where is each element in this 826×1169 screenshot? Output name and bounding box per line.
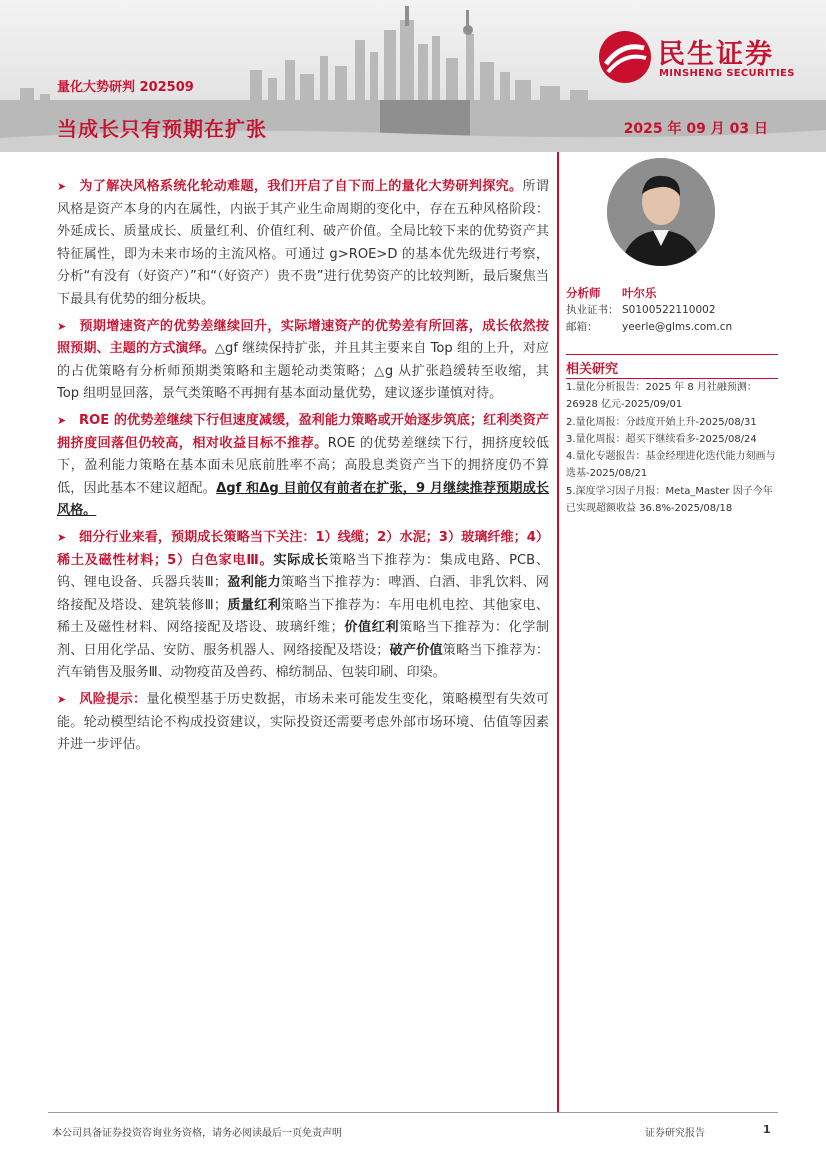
strategy-actual-growth: 实际成长	[273, 552, 329, 568]
strategy-text: 策略当下推荐为：集成电路、PCB、钨、锂电设备、兵器兵装Ⅲ；	[57, 552, 549, 591]
related-item[interactable]: 4.量化专题报告：基金经理进化迭代能力刻画与选基-2025/08/21	[566, 451, 776, 480]
strategy-text: 策略当下推荐为：车用电机电控、其他家电、稀土及磁性材料、网络接配及塔设、玻璃纤维；	[57, 597, 550, 636]
report-header	[0, 0, 826, 152]
logo-en-text: MINSHENG SECURITIES	[659, 68, 795, 79]
bullet-roe	[57, 410, 549, 523]
analyst-email-row	[566, 319, 778, 336]
bullet-text: 所谓风格是资产本身的内在属性，内嵌于其产业生命周期的变化中，存在五种风格阶段：外延成长、质量成长、质量红利、价值红利、破产价值。全局比较下来的优势资产其特征属性，即为未来市场的主流风格。可通过 g>ROE>D 的基本优先级进行考察，分析“有没有（好资产）”和“（好资产）贵不贵”进行优势资产的比较判断，最后聚焦当下最具有优势的细分板块。	[57, 179, 550, 307]
bullet-text: 量化模型基于历史数据，市场未来可能发生变化，策略模型有失效可能。轮动模型结论不构成投资建议，实际投资还需要考虑外部市场环境、估值等因素并进一步评估。	[57, 692, 550, 753]
strategy-text: 策略当下推荐为：化学制剂、日用化学品、安防、服务机器人、网络接配及塔设；	[57, 620, 550, 658]
bullet-style-rotation	[57, 176, 549, 312]
strategy-text: 策略当下推荐为：啤酒、白酒、非乳饮料、网络接配及塔设、建筑装修Ⅲ；	[57, 575, 550, 613]
bullet-risk	[57, 689, 549, 757]
report-title: 当成长只有预期在扩张	[57, 117, 267, 141]
analyst-email[interactable]: yeerle@glms.com.cn	[622, 321, 733, 333]
bullet-text: △gf 继续保持扩张，并且其主要来自 Top 组的上升，对应的占优策略有分析师预期类策略和主题轮动类策略；△g 从扩张趋缓转至收缩，其 Top 组明显回落，景气类策略不再拥有基本面动量优势，建议逐步谨慎对待。	[57, 341, 549, 402]
footer-rule	[48, 1112, 778, 1113]
arrow-icon: ➤	[57, 530, 67, 544]
strategy-text: 策略当下推荐为：汽车销售及服务Ⅲ、动物疫苗及兽药、棉纺制品、包装印刷、印染。	[57, 642, 550, 681]
report-date: 2025 年 09 月 03 日	[623, 121, 768, 137]
page-number: 1	[763, 1123, 771, 1136]
strategy-profitability: 盈利能力	[227, 575, 282, 591]
related-item[interactable]: 2.量化周报：分歧度开始上升-2025/08/31	[566, 416, 757, 428]
bullet-conclusion: Δgf 和Δg 目前仅有前者在扩张，9 月继续推荐预期成长风格。	[57, 480, 550, 519]
analyst-role-label: 分析师	[566, 286, 601, 300]
bullet-lead: 为了解决风格系统化轮动难题，我们开启了自下而上的量化大势研判探究。	[79, 179, 523, 194]
bullet-lead: 预期增速资产的优势差继续回升，实际增速资产的优势差有所回落，成长依然按照预期、主题的方式演绎。	[57, 318, 549, 357]
cert-label: 执业证书：	[566, 304, 619, 316]
analyst-cert-row	[566, 302, 778, 319]
summary-column	[57, 176, 549, 761]
strategy-quality-dividend: 质量红利	[227, 597, 282, 613]
arrow-icon: ➤	[57, 319, 67, 333]
report-series-label: 量化大势研判 202509	[57, 80, 194, 95]
arrow-icon: ➤	[57, 180, 67, 193]
related-item[interactable]: 3.量化周报：超买下继续看多-2025/08/24	[566, 433, 757, 445]
bullet-text: ROE 的优势差继续下行，拥挤度较低下，盈利能力策略在基本面未见底前胜率不高；高股息类资产当下的拥挤度仍不算低，因此基本不建议超配。	[57, 435, 550, 496]
minsheng-logo	[598, 30, 808, 84]
cert-number: S0100522110002	[622, 304, 716, 316]
bullet-lead: ROE 的优势差继续下行但速度减缓，盈利能力策略或开始逐步筑底；红利类资产拥挤度回落但仍较高，相对收益目标不推荐。	[57, 412, 549, 451]
arrow-icon: ➤	[57, 693, 67, 707]
arrow-icon: ➤	[57, 413, 67, 427]
analyst-portrait-icon	[607, 158, 715, 266]
analyst-name: 叶尔乐	[622, 286, 657, 300]
related-research-list	[566, 379, 778, 517]
minsheng-logo-icon	[598, 30, 652, 84]
related-item[interactable]: 1.量化分析报告：2025 年 8 月社融预测：26928 亿元-2025/09/01	[566, 382, 757, 411]
analyst-info	[566, 285, 778, 336]
bullet-lead: 风险提示：	[79, 692, 147, 708]
analyst-photo	[607, 158, 715, 266]
email-label: 邮箱：	[566, 321, 598, 333]
strategy-bankruptcy-value: 破产价值	[389, 642, 443, 658]
footer-disclaimer: 本公司具备证券投资咨询业务资格，请务必阅读最后一页免责声明	[52, 1128, 342, 1139]
footer-report-type: 证券研究报告	[645, 1128, 705, 1139]
related-research-title: 相关研究	[566, 362, 619, 377]
column-divider	[557, 152, 559, 1112]
analyst-name-row	[566, 285, 778, 302]
related-item[interactable]: 5.深度学习因子月报：Meta_Master 因子今年已实现超额收益 36.8%-2025/08/18	[566, 485, 773, 515]
bullet-lead: 细分行业来看，预期成长策略当下关注：1）线缆；2）水泥；3）玻璃纤维；4）稀土及磁性材料；5）白色家电Ⅲ。	[57, 529, 549, 568]
strategy-value-dividend: 价值红利	[343, 620, 400, 636]
logo-cn-text: 民生证券	[658, 39, 774, 70]
bullet-industry	[57, 527, 549, 685]
bullet-expected-growth	[57, 316, 549, 406]
